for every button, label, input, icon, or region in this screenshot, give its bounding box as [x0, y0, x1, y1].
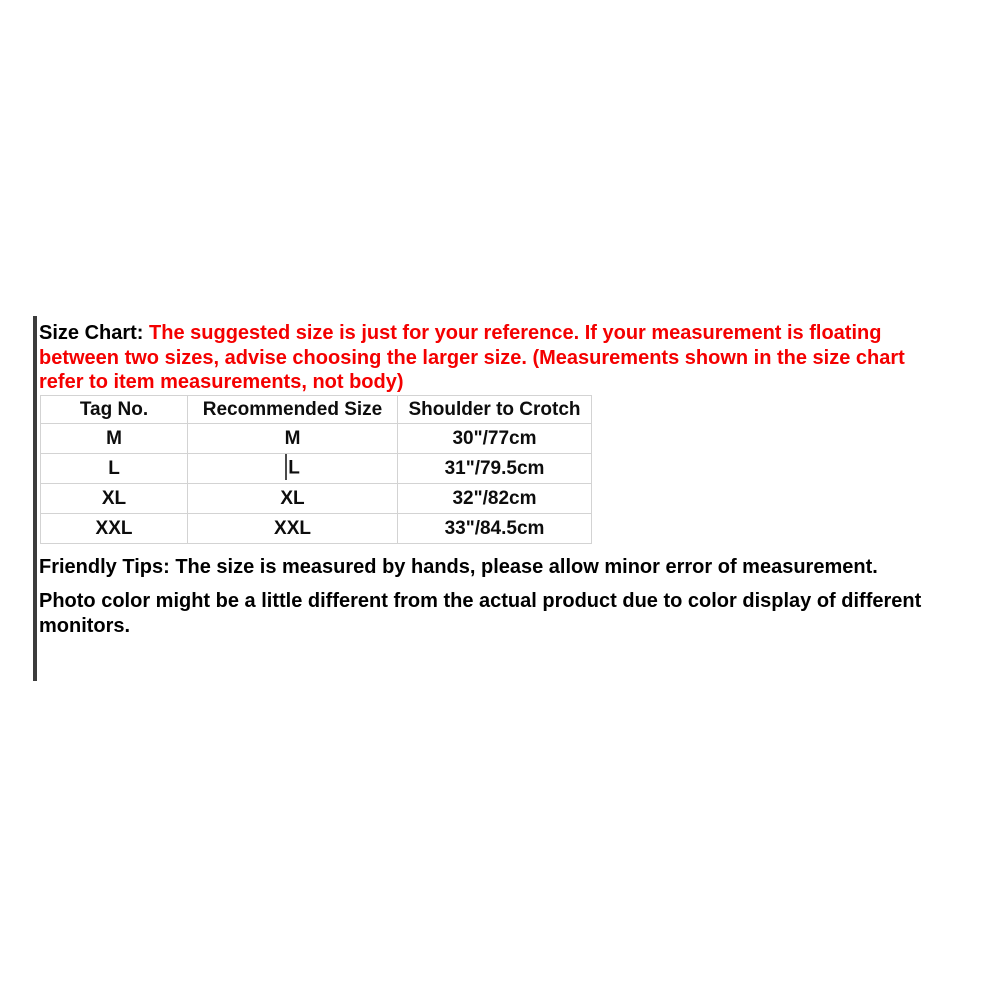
friendly-tips-text: Friendly Tips: The size is measured by hands, please allow minor error of measurement.: [39, 556, 878, 578]
cell-rec-xxl: XXL: [188, 514, 398, 544]
table-row: [41, 514, 592, 544]
cell-rec-l: [188, 454, 398, 484]
header-shoulder-to-crotch: Shoulder to Crotch: [398, 396, 592, 424]
cell-shc-l: 31"/79.5cm: [398, 454, 592, 484]
cell-rec-xl: XL: [188, 484, 398, 514]
cell-tag-l: L: [41, 454, 188, 484]
notice-text-1: The suggested size is just for your reference. If your measurement is floating: [149, 322, 882, 344]
header-recommended-size: Recommended Size: [188, 396, 398, 424]
header-tag-no: Tag No.: [41, 396, 188, 424]
table-row: [41, 484, 592, 514]
size-chart-notice: [39, 321, 905, 395]
cell-rec-m: M: [188, 424, 398, 454]
cell-tag-xl: XL: [41, 484, 188, 514]
cell-shc-xl: 32"/82cm: [398, 484, 592, 514]
notice-line-1: [39, 321, 905, 346]
cell-shc-m: 30"/77cm: [398, 424, 592, 454]
cell-shc-xxl: 33"/84.5cm: [398, 514, 592, 544]
notice-text-3: refer to item measurements, not body): [39, 371, 404, 393]
table-row: [41, 424, 592, 454]
cell-tag-xxl: XXL: [41, 514, 188, 544]
photo-color-line-1: Photo color might be a little different from the actual product due to color display of different: [39, 590, 922, 612]
table-row: [41, 454, 592, 484]
photo-color-note: [39, 589, 921, 638]
table-header-row: [41, 396, 592, 424]
text-cursor: [285, 454, 287, 480]
left-edge-bar: [33, 316, 37, 681]
photo-color-line-2: monitors.: [39, 614, 131, 637]
cell-tag-m: M: [41, 424, 188, 454]
notice-text-2: between two sizes, advise choosing the larger size. (Measurements shown in the size chart: [39, 346, 905, 369]
size-chart-table: [40, 395, 592, 544]
size-chart-heading: Size Chart:: [39, 322, 144, 344]
cell-rec-l-value: L: [288, 457, 300, 479]
